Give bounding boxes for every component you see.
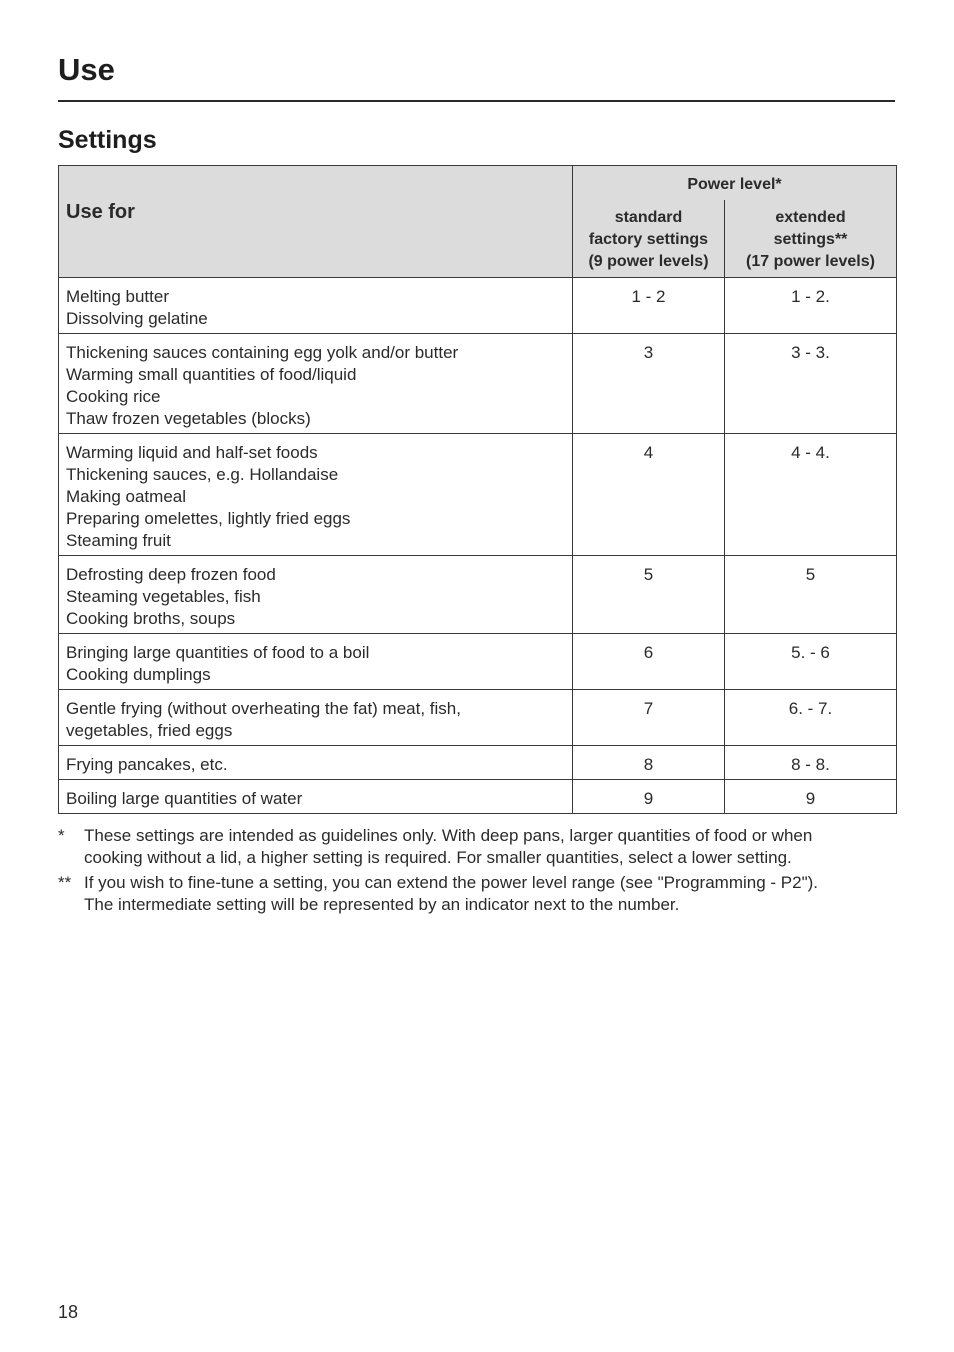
footnotes	[58, 825, 898, 919]
settings-table	[58, 165, 897, 814]
page-title: Use	[58, 52, 115, 87]
header-line: (9 power levels)	[588, 252, 709, 270]
footnote-text	[84, 825, 898, 869]
use-for-cell	[59, 634, 573, 690]
table-row	[59, 746, 897, 780]
standard-level-cell: 5	[573, 556, 725, 634]
footnote-line: If you wish to fine-tune a setting, you can extend the power level range (see "Programming - P2").	[84, 873, 819, 892]
standard-level-cell: 7	[573, 690, 725, 746]
use-line: Dissolving gelatine	[66, 309, 208, 328]
extended-level-cell: 9	[725, 780, 897, 814]
table-row	[59, 556, 897, 634]
use-for-cell	[59, 780, 573, 814]
footnote	[58, 872, 898, 916]
use-line: Cooking rice	[66, 387, 161, 406]
use-line: Thickening sauces containing egg yolk and/or butter	[66, 343, 459, 362]
use-line: Making oatmeal	[66, 487, 187, 506]
use-for-cell	[59, 434, 573, 556]
use-for-cell	[59, 746, 573, 780]
footnote-line: cooking without a lid, a higher setting is required. For smaller quantities, select a lower setting.	[84, 848, 792, 867]
footnote-line: These settings are intended as guidelines only. With deep pans, larger quantities of food or when	[84, 826, 813, 845]
footnote-line: The intermediate setting will be represented by an indicator next to the number.	[84, 895, 680, 914]
extended-level-cell: 3 - 3.	[725, 334, 897, 434]
use-line: Steaming vegetables, fish	[66, 587, 261, 606]
use-line: Thickening sauces, e.g. Hollandaise	[66, 465, 339, 484]
use-line: Warming liquid and half-set foods	[66, 443, 318, 462]
use-for-cell	[59, 690, 573, 746]
standard-level-cell: 6	[573, 634, 725, 690]
use-line: Preparing omelettes, lightly fried eggs	[66, 509, 351, 528]
extended-level-cell: 5	[725, 556, 897, 634]
extended-settings-header	[725, 200, 897, 278]
footnote	[58, 825, 898, 869]
extended-level-cell: 6. - 7.	[725, 690, 897, 746]
use-line: Steaming fruit	[66, 531, 171, 550]
use-for-cell	[59, 556, 573, 634]
use-line: Thaw frozen vegetables (blocks)	[66, 409, 311, 428]
use-line: vegetables, fried eggs	[66, 721, 233, 740]
use-for-cell	[59, 334, 573, 434]
standard-level-cell: 3	[573, 334, 725, 434]
footnote-mark: *	[58, 826, 65, 845]
use-line: Bringing large quantities of food to a boil	[66, 643, 370, 662]
table-row	[59, 334, 897, 434]
use-line: Melting butter	[66, 287, 169, 306]
header-line: extended	[775, 208, 846, 226]
use-for-header: Use for	[59, 166, 573, 278]
use-line: Warming small quantities of food/liquid	[66, 365, 357, 384]
extended-level-cell: 8 - 8.	[725, 746, 897, 780]
use-for-cell	[59, 278, 573, 334]
use-line: Defrosting deep frozen food	[66, 565, 276, 584]
use-line: Frying pancakes, etc.	[66, 755, 228, 774]
title-divider	[58, 100, 895, 102]
extended-level-cell: 4 - 4.	[725, 434, 897, 556]
standard-level-cell: 8	[573, 746, 725, 780]
use-line: Cooking broths, soups	[66, 609, 236, 628]
footnote-text	[84, 872, 898, 916]
footnote-mark: **	[58, 873, 72, 892]
standard-level-cell: 9	[573, 780, 725, 814]
standard-level-cell: 4	[573, 434, 725, 556]
use-line: Boiling large quantities of water	[66, 789, 303, 808]
table-row	[59, 780, 897, 814]
page-number: 18	[58, 1302, 79, 1322]
standard-settings-header	[573, 200, 725, 278]
header-line: (17 power levels)	[746, 252, 875, 270]
table-row	[59, 434, 897, 556]
header-line: settings**	[773, 230, 848, 248]
table-row	[59, 634, 897, 690]
power-level-header: Power level*	[573, 166, 897, 200]
extended-level-cell: 1 - 2.	[725, 278, 897, 334]
header-line: factory settings	[588, 230, 709, 248]
table-row	[59, 278, 897, 334]
table-row	[59, 690, 897, 746]
section-title: Settings	[58, 126, 157, 154]
use-line: Cooking dumplings	[66, 665, 211, 684]
extended-level-cell: 5. - 6	[725, 634, 897, 690]
standard-level-cell: 1 - 2	[573, 278, 725, 334]
use-line: Gentle frying (without overheating the fat) meat, fish,	[66, 699, 461, 718]
header-line: standard	[614, 208, 683, 226]
